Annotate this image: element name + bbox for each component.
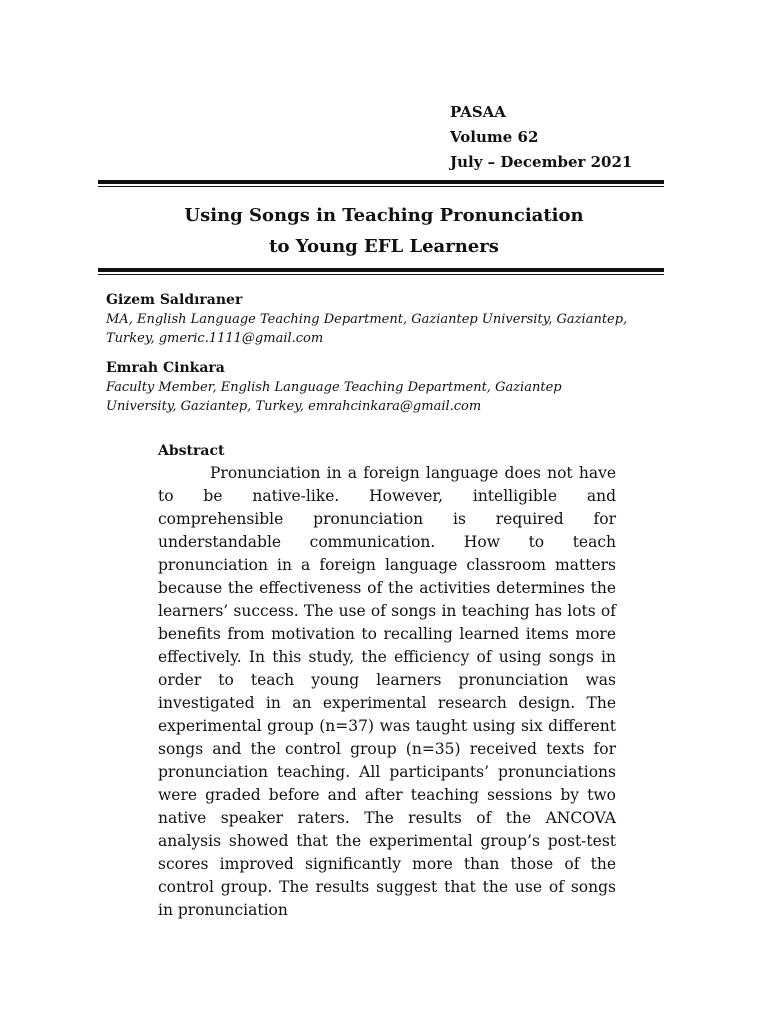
- journal-date: July – December 2021: [450, 153, 633, 171]
- author-affiliation: MA, English Language Teaching Department, Gaziantep University, Gaziantep,: [106, 312, 628, 327]
- abstract-text: Pronunciation in a foreign language does not have to be native-like. However, intelligible and comprehensible pronunciation is required for understandable communication. How to teach pronunciation in a foreign language classroom matters because the effectiveness of the activities determines the learners’ success. The use of songs in teaching has lots of benefits from motivation to recalling learned items more effectively. In this study, the efficiency of using songs in order to teach young learners pronunciation was investigated in an experimental research design. The experimental group (n=37) was taught using six different songs and the control group (n=35) received texts for pronunciation teaching. All participants’ pronunciations were graded before and after teaching sessions by two native speaker raters. The results of the ANCOVA analysis showed that the experimental group’s post-test scores improved significantly more than those of the control group. The results suggest that the use of songs in pronunciation: [158, 464, 616, 919]
- author-affiliation: Faculty Member, English Language Teaching Department, Gaziantep: [106, 380, 562, 395]
- title-line-1: Using Songs in Teaching Pronunciation: [184, 205, 584, 226]
- journal-name: PASAA: [450, 103, 506, 121]
- author-affiliation: Turkey, gmeric.1111@gmail.com: [106, 331, 324, 346]
- journal-info: [450, 100, 632, 175]
- title-rule-top: [98, 180, 664, 187]
- title-line-2: to Young EFL Learners: [269, 236, 499, 257]
- author-name: Gizem Saldıraner: [106, 292, 243, 308]
- abstract-heading: Abstract: [158, 443, 225, 459]
- title-rule-bottom: [98, 268, 664, 275]
- journal-volume: Volume 62: [450, 128, 539, 146]
- author-block: [106, 291, 676, 348]
- author-affiliation: University, Gaziantep, Turkey, emrahcinkara@gmail.com: [106, 399, 482, 414]
- paper-title: [98, 200, 670, 262]
- abstract-section: [158, 440, 616, 922]
- author-block: [106, 359, 676, 416]
- author-name: Emrah Cinkara: [106, 360, 225, 376]
